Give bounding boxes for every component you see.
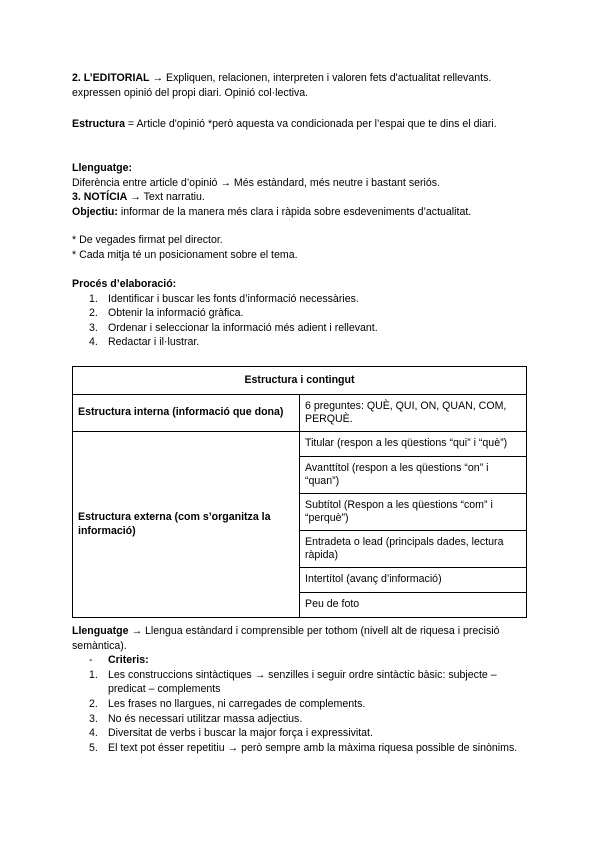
editorial-line (72, 71, 532, 86)
list-text: Identificar i buscar les fonts d’informació necessàries. (108, 292, 359, 305)
criteris-list (72, 668, 532, 756)
objectiu-text: informar de la manera més clara i ràpida sobre esdeveniments d’actualitat. (117, 205, 472, 218)
externa-item: Intertítol (avanç d’informació) (300, 568, 527, 593)
table-row (73, 432, 527, 457)
proces-section (72, 277, 532, 350)
list-number: 1. (89, 668, 98, 681)
criteris-line (72, 653, 532, 668)
list-number: 2. (89, 697, 98, 710)
externa-item: Titular (respon a les qüestions “qui” i “què”) (300, 432, 527, 457)
table-title: Estructura i contingut (73, 367, 527, 395)
criteris-label: Criteris: (108, 654, 149, 667)
list-text: Redactar i il·lustrar. (108, 336, 200, 349)
list-item (72, 712, 532, 727)
estructura-table (72, 366, 527, 618)
externa-item: Subtítol (Respon a les qüestions “com” i “perquè”) (300, 494, 527, 531)
list-number: 3. (89, 321, 98, 334)
llenguatge-label (72, 161, 532, 176)
estructura-section (72, 117, 532, 132)
list-item (72, 668, 532, 697)
list-item (72, 741, 532, 756)
list-number: 5. (89, 741, 98, 754)
externa-item: Peu de foto (300, 593, 527, 618)
proces-list (72, 292, 532, 350)
criteris-dash: - (89, 654, 93, 667)
list-item (72, 697, 532, 712)
llenguatge2-label: Llenguatge (72, 625, 129, 637)
notes-section (72, 233, 532, 262)
llenguatge-text: Diferència entre article d’opinió → Més estàndard, més neutre i bastant seriós. (72, 176, 441, 189)
llenguatge2-text: → Llengua estàndard i comprensible per tothom (nivell alt de riquesa i precisió semàntica). (72, 625, 500, 652)
externa-item: Avanttítol (respon a les qüestions “on” i “quan”) (300, 457, 527, 494)
list-item (72, 306, 532, 321)
list-text: Obtenir la informació gràfica. (108, 307, 244, 320)
list-number: 1. (89, 292, 98, 305)
estructura-text: Article d'opinió *però aquesta va condicionada per l’espai que te dins el diari. (136, 118, 497, 130)
list-item (72, 321, 532, 336)
noticia-heading: 3. NOTÍCIA (72, 191, 128, 204)
list-item (72, 292, 532, 307)
list-number: 2. (89, 307, 98, 320)
table-row (73, 395, 527, 432)
objectiu-label: Objectiu: (72, 205, 118, 218)
list-item (72, 726, 532, 741)
objectiu-line (72, 205, 532, 220)
noticia-line (72, 190, 532, 205)
interna-value: 6 preguntes: QUÈ, QUI, ON, QUAN, COM, PERQUÈ. (300, 395, 527, 432)
list-text: No és necessari utilitzar massa adjectius. (108, 712, 303, 725)
list-text: El text pot ésser repetitiu → però sempre amb la màxima riquesa possible de sinònims. (108, 741, 518, 754)
note-1: * De vegades firmat pel director. (72, 234, 223, 246)
list-text: Les frases no llargues, ni carregades de complements. (108, 697, 366, 710)
editorial-arrow: → (149, 72, 166, 84)
estructura-label: Estructura (72, 118, 125, 130)
list-text: Diversitat de verbs i buscar la major força i expressivitat. (108, 727, 373, 740)
llenguatge-section (72, 161, 532, 219)
list-text: Les construccions sintàctiques → senzilles i seguir ordre sintàctic bàsic: subjecte – predicat – complements (108, 668, 497, 696)
note-2: * Cada mitja té un posicionament sobre el tema. (72, 248, 298, 261)
editorial-section (72, 71, 532, 100)
list-number: 4. (89, 727, 98, 740)
list-number: 3. (89, 712, 98, 725)
externa-label: Estructura externa (com s’organitza la informació) (73, 432, 300, 618)
editorial-heading: 2. L’EDITORIAL (72, 72, 150, 84)
estructura-line (72, 117, 532, 132)
list-text: Ordenar i seleccionar la informació més adient i rellevant. (108, 321, 378, 334)
list-number: 4. (89, 336, 98, 349)
editorial-text: Expliquen, relacionen, interpreten i valoren fets d'actualitat rellevants. (166, 72, 492, 84)
interna-label: Estructura interna (informació que dona) (73, 395, 300, 432)
llenguatge-label-text: Llenguatge: (72, 162, 133, 174)
list-item (72, 335, 532, 350)
table-row (73, 367, 527, 395)
editorial-text-2: expressen opinió del propi diari. Opinió col·lectiva. (72, 86, 309, 99)
proces-label-text: Procés d’elaboració: (72, 278, 177, 290)
externa-item: Entradeta o lead (principals dades, lectura ràpida) (300, 531, 527, 568)
llenguatge2-line (72, 624, 532, 653)
noticia-text: → Text narratiu. (127, 191, 205, 204)
proces-label (72, 277, 532, 292)
llenguatge2-section (72, 624, 532, 755)
estructura-eq: = (124, 118, 137, 130)
